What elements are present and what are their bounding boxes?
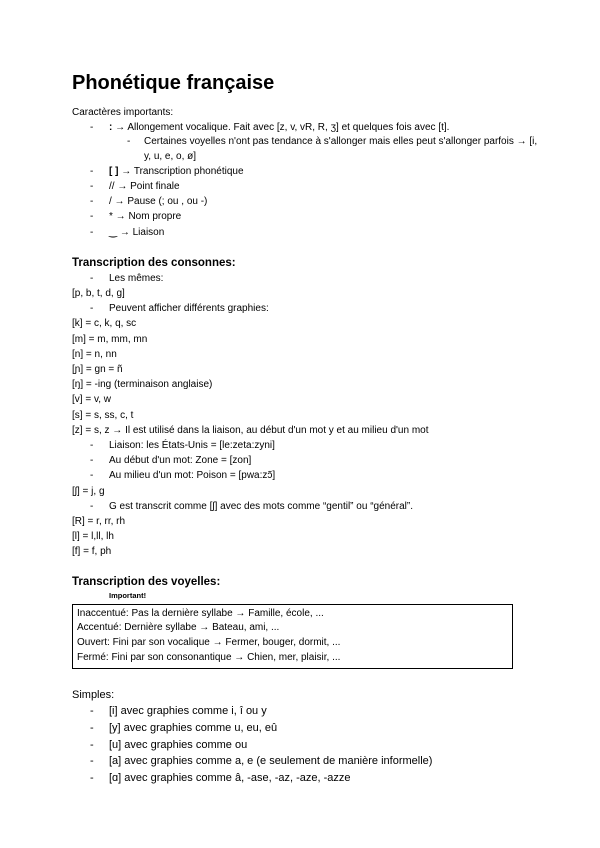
bullet-text: Au milieu d'un mot: Poison = [pwa:zɔ̃] — [109, 470, 276, 482]
bullet-text: Les mêmes: — [109, 272, 164, 284]
important-note: Important! — [109, 590, 147, 600]
consonnes-heading: Transcription des consonnes: — [72, 256, 236, 269]
definition-line: Accentué: Dernière syllabe → Bateau, ami, ... — [77, 622, 280, 634]
bullet-text: // → Point finale — [109, 181, 180, 193]
bullet-item — [72, 120, 542, 135]
bullet-item — [72, 438, 542, 453]
bullet-symbol: : — [109, 122, 113, 134]
bullet-text: Peuvent afficher différents graphies: — [109, 303, 269, 315]
definitions-box — [72, 604, 513, 669]
bullet-symbol: [ ] — [109, 165, 119, 177]
bullet-dash: - — [90, 226, 94, 238]
bullet-dash: - — [90, 272, 94, 284]
simples-list — [72, 703, 542, 786]
important-chars-label: Caractères importants: — [72, 107, 174, 118]
bullet-text: ‿ → Liaison — [109, 226, 165, 238]
bullet-dash: - — [90, 721, 94, 734]
simple-vowel-item — [72, 737, 542, 754]
simple-vowel-item — [72, 753, 542, 770]
bullet-dash: - — [90, 440, 94, 452]
bullet-item — [72, 225, 542, 240]
bullet-text: [u] avec graphies comme ou — [109, 738, 248, 751]
bullet-dash: - — [90, 165, 94, 177]
bullet-dash: - — [90, 771, 94, 784]
page-title: Phonétique française — [72, 72, 275, 94]
bullet-dash: - — [90, 755, 94, 768]
bullet-text: [y] avec graphies comme u, eu, eû — [109, 721, 278, 734]
definition-line: Inaccentué: Pas la dernière syllabe → Famille, école, ... — [77, 607, 324, 619]
bullet-text: → Transcription phonétique — [118, 165, 244, 177]
document-page — [72, 70, 542, 786]
important-chars-list — [72, 120, 542, 240]
bullet-dash: - — [90, 196, 94, 208]
bullet-text: Au début d'un mot: Zone = [zon] — [109, 455, 252, 467]
bullet-text: * → Nom propre — [109, 211, 182, 223]
bullet-item — [72, 468, 542, 483]
definition-line: Fermé: Fini par son consonantique → Chien, mer, plaisir, ... — [77, 652, 341, 664]
consonne-line: [f] = f, ph — [72, 546, 112, 558]
bullet-item — [72, 301, 542, 316]
voyelles-heading: Transcription des voyelles: — [72, 575, 221, 588]
consonne-line: [k] = c, k, q, sc — [72, 318, 137, 330]
bullet-dash: - — [90, 181, 94, 193]
bullet-dash: - — [90, 500, 94, 512]
bullet-item — [72, 209, 542, 224]
consonne-line: [l] = l,ll, lh — [72, 531, 114, 543]
consonne-line: [z] = s, z → Il est utilisé dans la liaison, au début d'un mot y et au milieu d'un mot — [72, 424, 429, 436]
simple-vowel-item — [72, 703, 542, 720]
bullet-item — [72, 194, 542, 209]
bullet-dash: - — [90, 211, 94, 223]
bullet-dash: - — [90, 303, 94, 315]
consonne-line: [n] = n, nn — [72, 348, 117, 360]
consonne-line: [v] = v, w — [72, 394, 111, 406]
simple-vowel-item — [72, 720, 542, 737]
bullet-text: / → Pause (; ou , ou -) — [109, 196, 208, 208]
bullet-text: G est transcrit comme [ʃ] avec des mots comme “gentil” ou “général”. — [109, 500, 413, 512]
consonnes-list — [72, 271, 542, 560]
consonne-line: [s] = s, ss, c, t — [72, 409, 134, 421]
bullet-item — [72, 271, 542, 286]
bullet-item — [72, 179, 542, 194]
bullet-dash: - — [90, 455, 94, 467]
consonne-line: [R] = r, rr, rh — [72, 516, 126, 528]
bullet-text: → Allongement vocalique. Fait avec [z, v, vR, R, ʒ] et quelques fois avec [t]. — [112, 122, 450, 134]
bullet-dash: - — [90, 122, 94, 134]
consonne-line: [p, b, t, d, g] — [72, 288, 125, 300]
bullet-item — [72, 499, 542, 514]
bullet-dash: - — [90, 705, 94, 718]
consonne-line: [ŋ] = -ing (terminaison anglaise) — [72, 379, 213, 391]
bullet-dash: - — [127, 136, 131, 148]
bullet-item — [72, 453, 542, 468]
sub-bullet-item — [72, 135, 542, 163]
bullet-text: [a] avec graphies comme a, e (e seulement de manière informelle) — [109, 755, 433, 768]
simple-vowel-item — [72, 770, 542, 787]
bullet-text: [ɑ] avec graphies comme â, -ase, -az, -aze, -azze — [109, 771, 351, 784]
consonne-line: [ʃ] = j, g — [72, 485, 105, 497]
bullet-text: Certaines voyelles n'ont pas tendance à s'allonger mais elles peut s'allonger parfois → [i, y, u, e, o, ø] — [144, 136, 538, 162]
bullet-dash: - — [90, 470, 94, 482]
simples-label: Simples: — [72, 688, 115, 701]
bullet-dash: - — [90, 738, 94, 751]
bullet-text: Liaison: les États-Unis = [le:zeta:zyni] — [109, 440, 275, 452]
bullet-text: [i] avec graphies comme i, î ou y — [109, 705, 267, 718]
bullet-item — [72, 164, 542, 179]
consonne-line: [m] = m, mm, mn — [72, 333, 148, 345]
definition-line: Ouvert: Fini par son vocalique → Fermer, bouger, dormit, ... — [77, 637, 341, 649]
consonne-line: [ɲ] = gn = ñ — [72, 364, 123, 376]
